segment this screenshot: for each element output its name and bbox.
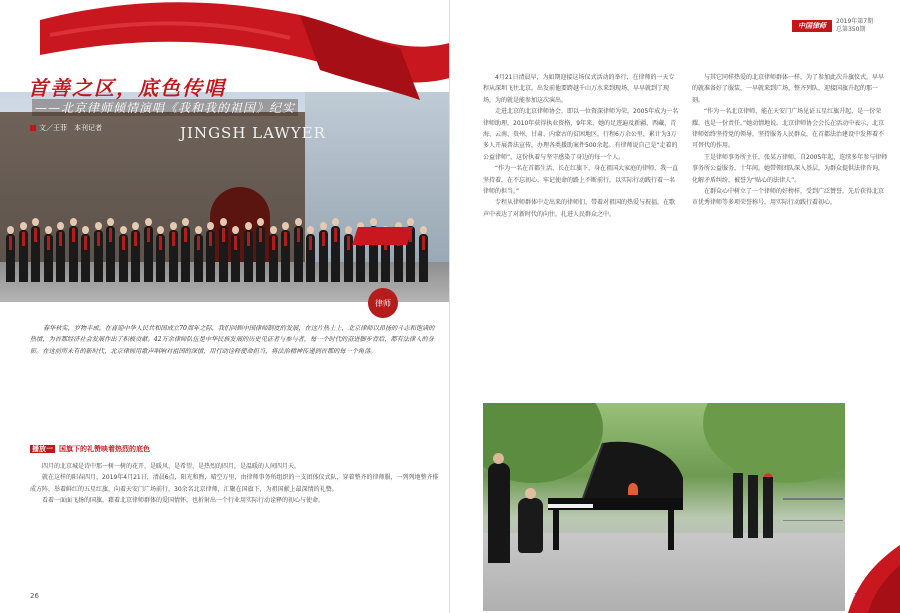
red-tie	[159, 236, 162, 250]
lawyer-figure	[269, 234, 278, 282]
fence-railing	[783, 498, 843, 521]
lawyer-figure	[294, 226, 303, 282]
lawyer-figure	[244, 230, 253, 282]
body-paragraph: 走进北京的北京律师协会，即以一位资深律师为荣，2005年成为一名律师助理，2010年获得执业资格，9年来，她的足迹遍及新疆、西藏、青海、云南、贵州、甘肃、内蒙古的贫困地区，行程6万余公里，累计为3万多人开展普法宣传，办理各类援助案件500余起。有律师说自己是“走着的公益律师”，这份执着与坚守感染了身边的每一个人。	[483, 108, 679, 161]
lawyer-figure	[194, 234, 203, 282]
red-ribbon-corner	[848, 545, 900, 613]
body-paragraph: “作为一名在首都生活、长在红旗下，身在祖国大家庭的律师，我一直坚持着，在不忘初心、牢记使命的路上不断前行，以实际行动践行着一名律师的担当。”	[483, 165, 679, 196]
grand-piano	[543, 438, 693, 558]
lawyer-figure	[219, 226, 228, 282]
lawyer-face	[257, 218, 264, 226]
body-paragraph: 与其它同样热爱的北京律师群体一样，为了参加此次升旗仪式，早早的就准备好了服装，一早就来到广场，整齐列队，迎接国旗升起的那一刻。	[692, 74, 885, 104]
section-heading	[30, 444, 150, 454]
red-tie	[59, 232, 62, 246]
person-standing	[763, 477, 773, 538]
body-paragraph: 四月的北京城是诗中那一树一树的花开，是暖风、是希望、是热烈的四月，是温暖的人间四月天。	[42, 463, 301, 470]
lawyer-face	[95, 222, 102, 230]
lawyer-face	[157, 226, 164, 234]
issue-line: 2019年第7期	[836, 18, 874, 25]
body-paragraph: 看着一面面飞扬的国旗，藉着北京律师群体的爱国情怀，也折射出一个行业用实际行动诠释的初心与使命。	[42, 497, 325, 505]
red-tie	[222, 228, 225, 242]
lawyer-face	[282, 222, 289, 230]
byline-text: 文／王菲 本刊记者	[39, 124, 102, 132]
lawyer-face	[70, 218, 77, 226]
lawyer-face	[307, 226, 314, 234]
lawyer-figure	[56, 230, 65, 282]
circle-stamp-logo: 律师	[368, 288, 398, 318]
intro-paragraph: 春华秋实，岁物丰成。在喜迎中华人民共和国成立70周年之际，我们回顾中国律师制度的发展，在这片热土上，北京律师以昂扬的斗志和饱满的热情，为首都经济社会发展作出了积极贡献。42万余律师队伍是中华民族发展的历史见证者与参与者，每一个时代的奋进脚步背后，都有法律人的身影。在这前所未有的新时代，北京律师用歌声唱响对祖国的深情，用行动诠释使命担当，将法治精神传递到首都的每一个角落。	[30, 325, 435, 355]
lawyer-figure	[81, 234, 90, 282]
red-tie	[284, 232, 287, 246]
lawyer-figure	[319, 230, 328, 282]
lawyer-face	[320, 222, 327, 230]
lawyer-figure	[69, 226, 78, 282]
red-tie	[22, 232, 25, 246]
lawyer-figure	[256, 226, 265, 282]
red-tie	[309, 236, 312, 250]
standing-man	[488, 463, 510, 563]
lawyer-figure	[44, 234, 53, 282]
lawyer-face	[295, 218, 302, 226]
pianist	[518, 498, 543, 553]
red-tie	[172, 232, 175, 246]
lawyer-face	[332, 218, 339, 226]
red-banner	[352, 227, 413, 245]
right-column-1	[483, 72, 680, 220]
lawyer-figure	[344, 234, 353, 282]
byline	[30, 123, 102, 133]
red-tie	[109, 228, 112, 242]
red-tie	[334, 228, 337, 242]
man-head	[493, 453, 504, 464]
left-body-text	[30, 461, 442, 507]
person-standing	[733, 473, 743, 538]
lawyer-face	[370, 218, 377, 226]
red-tie	[34, 228, 37, 242]
lawyer-face	[270, 226, 277, 234]
building-sign: JINGSH LAWYER	[180, 124, 326, 142]
lawyer-figure	[144, 226, 153, 282]
lawyer-face	[207, 222, 214, 230]
magazine-masthead-logo: 中国律师	[792, 20, 832, 32]
body-paragraph: 在群众心中树立了一个律师的好榜样，受到广泛赞誉，先后获得北京市优秀律师等多项荣誉称号，用实际行动践行着初心。	[692, 188, 885, 207]
red-tie	[197, 236, 200, 250]
lawyer-figure	[231, 234, 240, 282]
lawyer-face	[195, 226, 202, 234]
issue-line: 总第350期	[836, 26, 866, 33]
lawyer-face	[245, 222, 252, 230]
page-number-left: 26	[30, 592, 39, 600]
lawyer-face	[32, 218, 39, 226]
lawyer-face	[7, 226, 14, 234]
red-tie	[72, 228, 75, 242]
article-title: 首善之区，底色传唱	[28, 76, 226, 100]
lawyer-face	[132, 222, 139, 230]
red-tie	[47, 236, 50, 250]
lawyer-figure	[31, 226, 40, 282]
red-tie	[247, 232, 250, 246]
red-tie	[297, 228, 300, 242]
section-title: 国旗下的礼赞映着热烈的底色	[59, 445, 150, 453]
red-tie	[97, 232, 100, 246]
red-tie	[322, 232, 325, 246]
lawyer-crowd	[0, 212, 450, 282]
lawyer-figure	[156, 234, 165, 282]
body-paragraph: 王是律师事务所主任，张某方律师，自2005年起，连续多年参与律师事务所公益服务，十年间，她带领团队深入基层，为群众提供法律咨询，化解矛盾纠纷，被誉为“贴心的法律人”。	[692, 153, 888, 184]
person-standing	[748, 475, 758, 538]
red-tie	[9, 236, 12, 250]
red-tie	[147, 228, 150, 242]
lawyer-face	[182, 218, 189, 226]
issue-info	[836, 18, 873, 34]
lawyer-figure	[331, 226, 340, 282]
lawyer-figure	[6, 234, 15, 282]
page-number-right: 27	[854, 592, 863, 600]
byline-marker	[30, 125, 36, 131]
lawyer-figure	[419, 234, 428, 282]
right-column-2	[692, 72, 889, 209]
red-tie	[84, 236, 87, 250]
red-tie	[259, 228, 262, 242]
lawyer-figure	[94, 230, 103, 282]
body-paragraph: 4月21日清晨早，为如期迎接这场仪式活动的举行，在律师的一天专程从深圳飞往北京，出发前他要跨越千山万水来到现场，早早就到了现场，为的就是能参加这次演出。	[483, 74, 675, 104]
lawyer-face	[345, 226, 352, 234]
red-tie	[122, 236, 125, 250]
article-subtitle: ——北京律师倾情演唱《我和我的祖国》纪实	[32, 99, 298, 116]
lawyer-face	[145, 218, 152, 226]
lawyer-face	[120, 226, 127, 234]
lawyer-face	[20, 222, 27, 230]
lawyer-figure	[131, 230, 140, 282]
lawyer-face	[107, 218, 114, 226]
lawyer-figure	[181, 226, 190, 282]
lawyer-figure	[106, 226, 115, 282]
body-paragraph: 就在这样的阳春四月，2019年4月21日，清晨6点，阳光和煦，晴空万里，由律师事务所组织的一支团体仪式队，穿着整齐的律师服，一列列地整齐排成方阵，举着鲜红的五星红旗，向着天安门广场前行，30余名北京律师，汇聚在国旗下，为祖国献上最深情的礼赞。	[30, 474, 439, 493]
lawyer-face	[170, 222, 177, 230]
lawyer-face	[220, 218, 227, 226]
lawyer-figure	[306, 234, 315, 282]
red-tie	[134, 232, 137, 246]
red-tie	[234, 236, 237, 250]
piano-photo	[483, 403, 845, 611]
lawyer-figure	[119, 234, 128, 282]
lawyer-figure	[169, 230, 178, 282]
section-tag: 播放一	[32, 445, 53, 453]
red-tie	[422, 236, 425, 250]
lawyer-face	[82, 226, 89, 234]
lawyer-figure	[19, 230, 28, 282]
red-tie	[347, 236, 350, 250]
body-paragraph: “作为一名北京律师，能在天安门广场见证五星红旗升起，是一份荣耀，也是一份责任。”她动情地说。北京律师协会会长在活动中表示，北京律师始终坚持党的领导，坚持服务人民群众，在首都法治建设中发挥着不可替代的作用。	[692, 108, 885, 150]
lawyer-face	[57, 222, 64, 230]
red-tie	[209, 232, 212, 246]
lawyer-figure	[206, 230, 215, 282]
body-paragraph: 专程从律师群体中走出来的律师们，带着对祖国的热爱与祝福，在歌声中表达了对新时代的向往，扎进人民群众之中。	[483, 199, 676, 218]
lawyer-face	[407, 218, 414, 226]
red-tie	[184, 228, 187, 242]
lawyer-face	[420, 226, 427, 234]
lawyer-face	[45, 226, 52, 234]
pianist-head	[525, 488, 536, 499]
tree-canopy	[703, 403, 845, 483]
lawyer-figure	[281, 230, 290, 282]
lawyer-face	[232, 226, 239, 234]
red-flag	[628, 483, 638, 495]
red-tie	[272, 236, 275, 250]
